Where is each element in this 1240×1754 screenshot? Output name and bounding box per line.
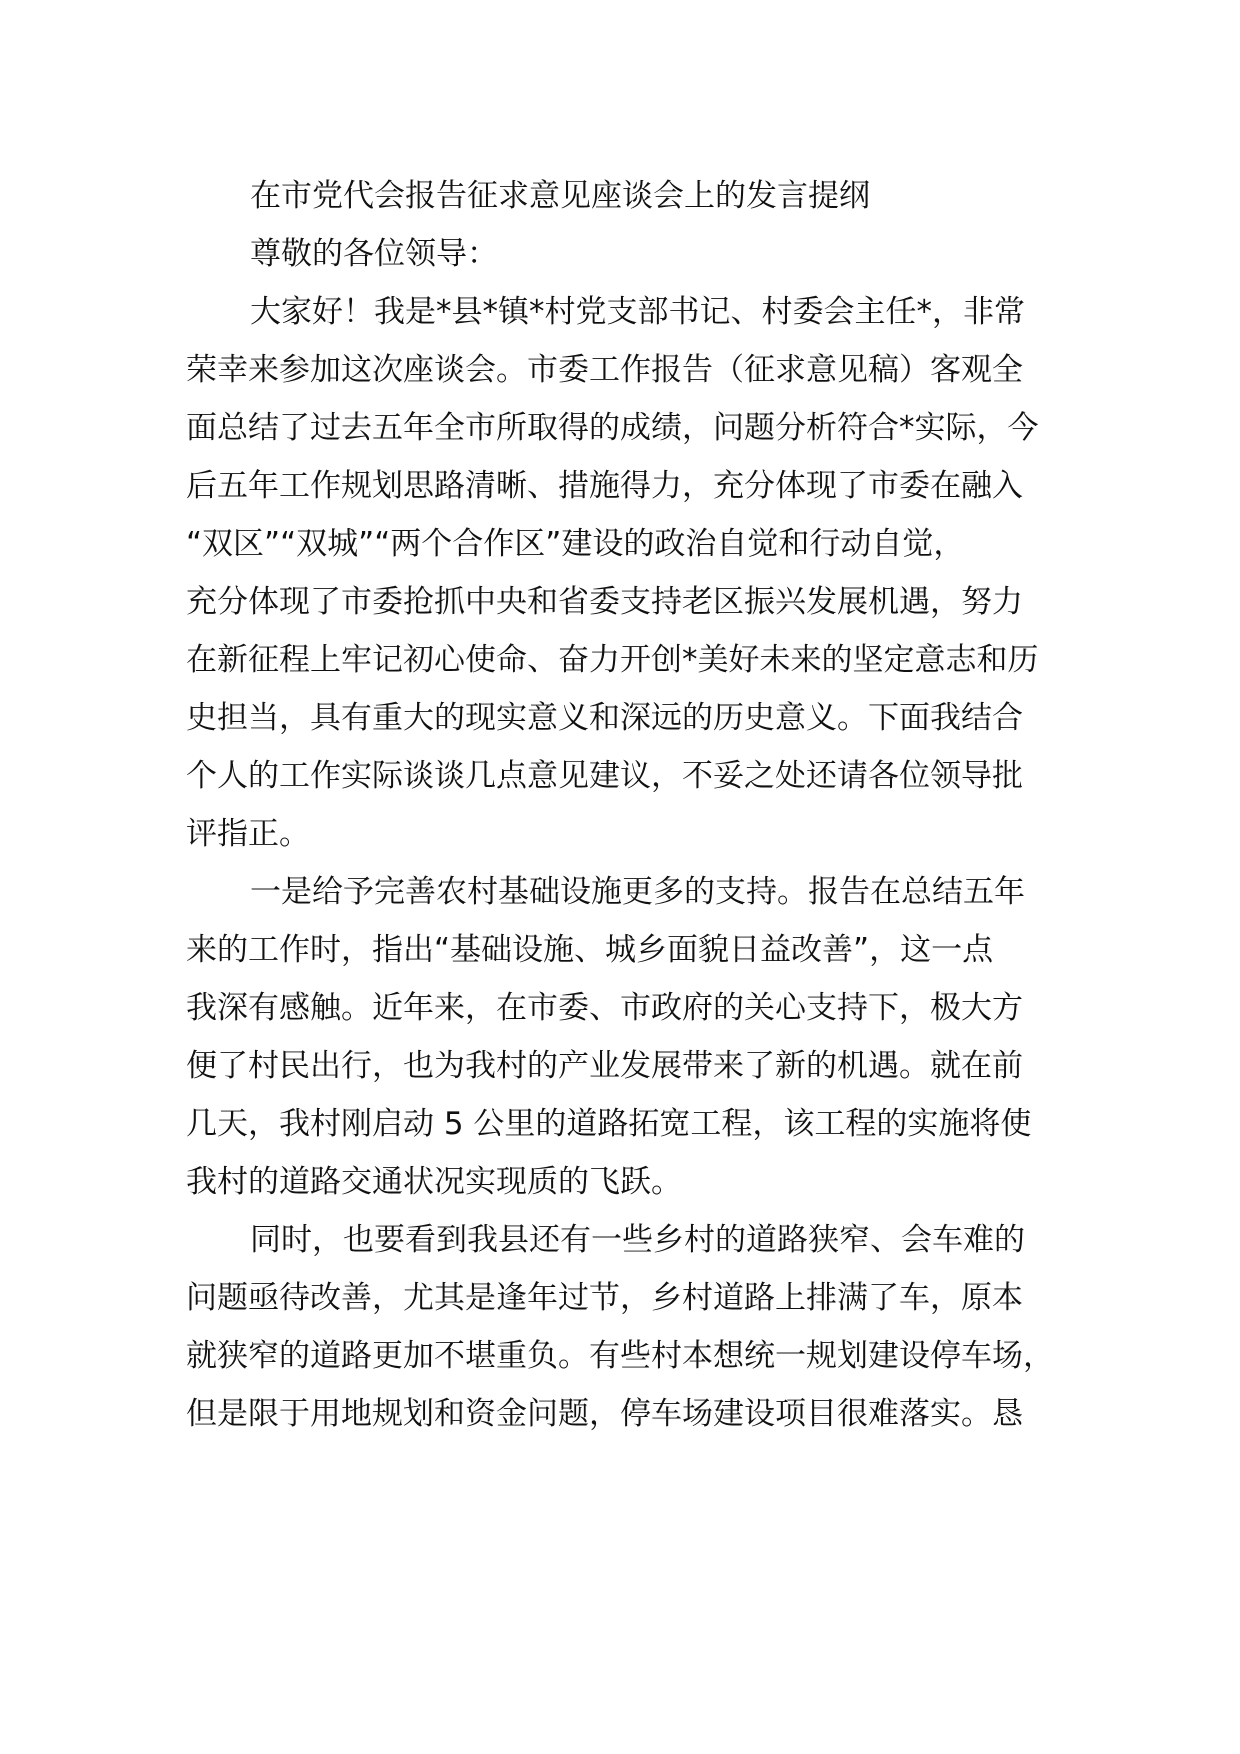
- body-line: 个人的工作实际谈谈几点意见建议，不妥之处还请各位领导批: [186, 758, 1023, 794]
- body-line: 同时，也要看到我县还有一些乡村的道路狭窄、会车难的: [250, 1222, 1025, 1258]
- body-line: 在新征程上牢记初心使命、奋力开创*美好未来的坚定意志和历: [186, 642, 1039, 678]
- body-line: 但是限于用地规划和资金问题，停车场建设项目很难落实。恳: [186, 1396, 1023, 1432]
- body-line: 一是给予完善农村基础设施更多的支持。报告在总结五年: [250, 874, 1025, 910]
- body-line: “双区”“双城”“两个合作区”建设的政治自觉和行动自觉，: [186, 526, 965, 562]
- body-line: 后五年工作规划思路清晰、措施得力，充分体现了市委在融入: [186, 468, 1023, 504]
- body-line: 史担当，具有重大的现实意义和深远的历史意义。下面我结合: [186, 700, 1023, 736]
- body-line: 来的工作时，指出“基础设施、城乡面貌日益改善”，这一点: [186, 932, 994, 968]
- body-line: 就狭窄的道路更加不堪重负。有些村本想统一规划建设停车场，: [186, 1338, 1054, 1374]
- body-line: 充分体现了市委抢抓中央和省委支持老区振兴发展机遇，努力: [186, 584, 1023, 620]
- body-line: 我村的道路交通状况实现质的飞跃。: [186, 1164, 682, 1200]
- body-line: 荣幸来参加这次座谈会。市委工作报告（征求意见稿）客观全: [186, 352, 1023, 388]
- body-line: 评指正。: [186, 816, 310, 852]
- body-line: 面总结了过去五年全市所取得的成绩，问题分析符合*实际，今: [186, 410, 1039, 446]
- body-line: 便了村民出行，也为我村的产业发展带来了新的机遇。就在前: [186, 1048, 1023, 1084]
- salutation: 尊敬的各位领导：: [250, 236, 498, 272]
- document-title: 在市党代会报告征求意见座谈会上的发言提纲: [250, 178, 870, 214]
- body-line: 我深有感触。近年来，在市委、市政府的关心支持下，极大方: [186, 990, 1023, 1026]
- body-line: 几天，我村刚启动 5 公里的道路拓宽工程，该工程的实施将使: [186, 1106, 1032, 1142]
- body-line: 问题亟待改善，尤其是逢年过节，乡村道路上排满了车，原本: [186, 1280, 1023, 1316]
- body-line: 大家好！我是*县*镇*村党支部书记、村委会主任*，非常: [250, 294, 1025, 330]
